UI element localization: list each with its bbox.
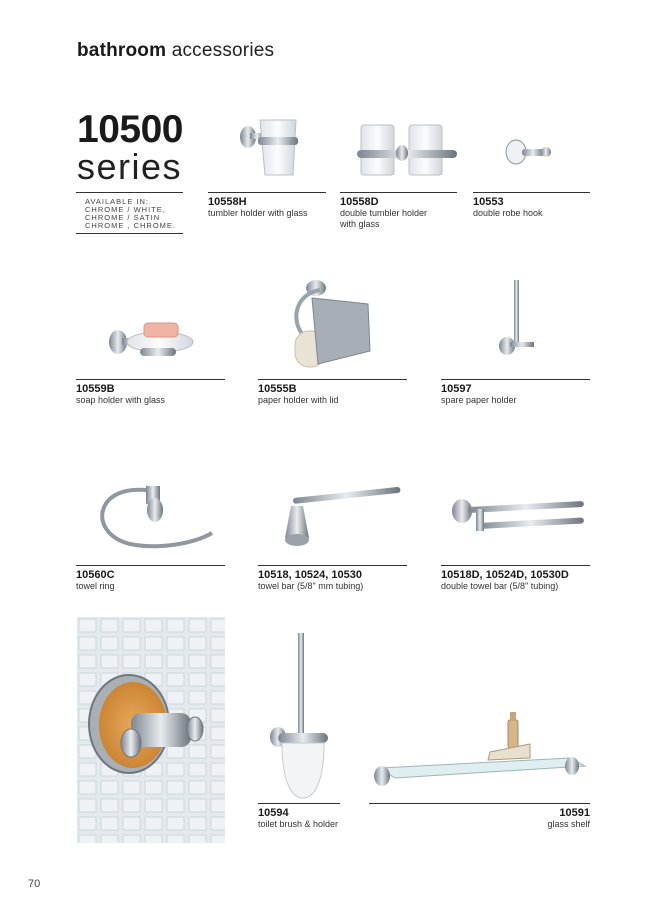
towel-bar-image <box>283 488 403 550</box>
product-10591 <box>369 803 590 830</box>
product-10555b <box>258 379 407 406</box>
product-code: 10558D <box>340 196 379 208</box>
towel-ring-image <box>90 478 215 558</box>
product-10518d <box>441 565 590 592</box>
double-towel-bar-image <box>450 495 585 545</box>
divider <box>369 803 590 804</box>
product-description: double robe hook <box>473 208 543 218</box>
product-code: 10555B <box>258 383 297 395</box>
divider <box>473 192 590 193</box>
product-description: double towel bar (5/8" tubing) <box>441 581 559 591</box>
tumbler-holder-image <box>232 115 312 185</box>
divider <box>76 565 225 566</box>
product-description: towel ring <box>76 581 115 591</box>
divider <box>258 565 407 566</box>
robe-hook-closeup-image <box>77 617 225 843</box>
header-bold: bathroom <box>77 40 167 61</box>
product-10559b <box>76 379 225 406</box>
page-number: 70 <box>28 878 41 890</box>
glass-shelf-image <box>370 712 590 797</box>
availability-box <box>76 192 183 234</box>
product-code: 10518D, 10524D, 10530D <box>441 569 569 581</box>
header-light: accessories <box>171 40 275 61</box>
product-description: soap holder with glass <box>76 395 166 405</box>
product-code: 10558H <box>208 196 247 208</box>
product-10597 <box>441 379 590 406</box>
paper-holder-image <box>290 276 375 371</box>
toilet-brush-image <box>268 633 338 803</box>
product-10553 <box>473 192 590 219</box>
product-10558d <box>340 192 457 230</box>
product-code: 10591 <box>559 807 590 819</box>
product-10560c <box>76 565 225 592</box>
divider <box>441 379 590 380</box>
product-10594 <box>258 803 340 830</box>
product-code: 10594 <box>258 807 289 819</box>
divider <box>340 192 457 193</box>
divider <box>76 379 225 380</box>
section-header <box>77 40 274 62</box>
product-description: paper holder with lid <box>258 395 339 405</box>
double-tumbler-image <box>357 120 457 180</box>
series-word: series <box>77 146 183 187</box>
availability-line: CHROME / SATIN <box>85 213 161 222</box>
product-code: 10553 <box>473 196 504 208</box>
availability-line: CHROME , CHROME. <box>85 221 176 230</box>
product-10518 <box>258 565 407 592</box>
divider <box>258 803 340 804</box>
product-description: towel bar (5/8" mm tubing) <box>258 581 364 591</box>
product-description: toilet brush & holder <box>258 819 339 829</box>
product-code: 10597 <box>441 383 472 395</box>
product-10558h <box>208 192 326 219</box>
product-code: 10518, 10524, 10530 <box>258 569 362 581</box>
series-number: 10500 <box>77 108 183 151</box>
product-description: spare paper holder <box>441 395 517 405</box>
spare-paper-holder-image <box>498 278 538 363</box>
product-code: 10560C <box>76 569 115 581</box>
divider <box>441 565 590 566</box>
availability-line: AVAILABLE IN: <box>85 197 149 206</box>
product-description: tumbler holder with glass <box>208 208 308 218</box>
product-description: glass shelf <box>547 819 590 829</box>
soap-holder-image <box>104 318 194 368</box>
robe-hook-image <box>502 135 557 170</box>
product-code: 10559B <box>76 383 115 395</box>
divider <box>258 379 407 380</box>
availability-line: CHROME / WHITE, <box>85 205 166 214</box>
product-description: double tumbler holder <box>340 208 428 218</box>
divider <box>208 192 326 193</box>
product-description-line2: with glass <box>340 219 380 229</box>
